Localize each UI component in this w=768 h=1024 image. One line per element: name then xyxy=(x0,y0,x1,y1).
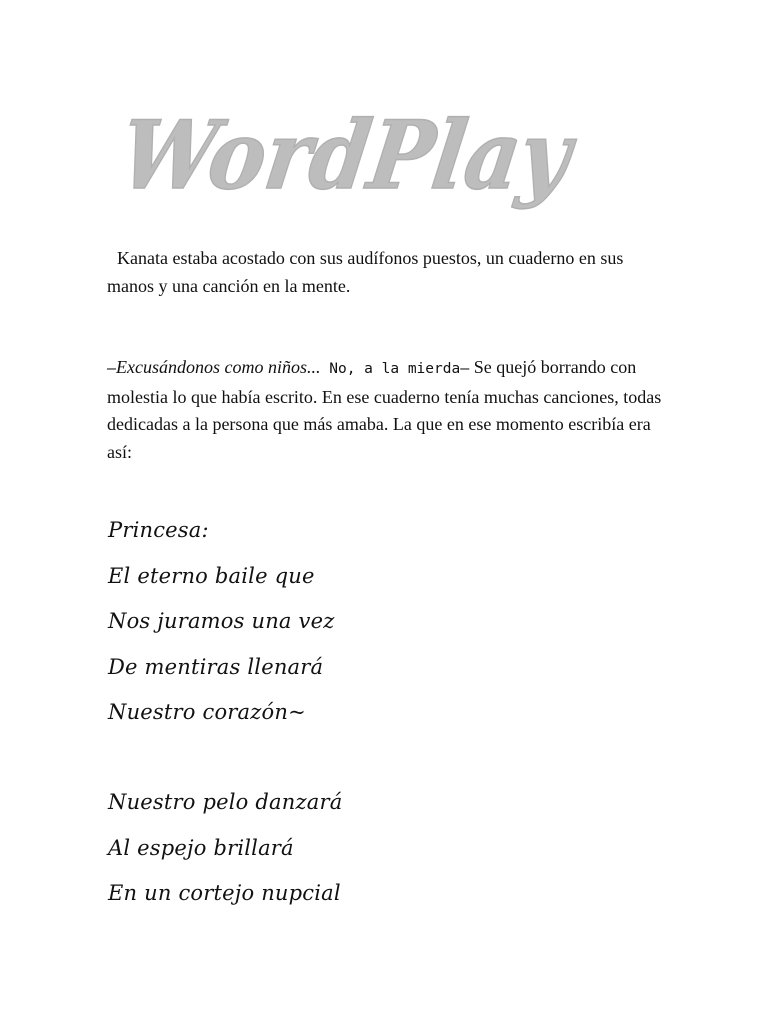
logo-title: WordPlay xyxy=(113,100,628,211)
quote-italic: Excusándonos como niños... xyxy=(116,357,321,377)
wordplay-logo xyxy=(113,96,628,211)
poem-line: Al espejo brillará xyxy=(108,836,294,860)
poem-line: Princesa: xyxy=(108,518,209,542)
quote-mono: No, a la mierda xyxy=(320,361,461,377)
poem-line: De mentiras llenará xyxy=(108,655,324,679)
quote-rest: Se quejó borrando con molestia lo que había escrito. En ese cuaderno tenía muchas canciones, todas dedicadas a la persona que más amaba. La que en ese momento escribía era así: xyxy=(107,357,662,462)
poem-line: El eterno baile que xyxy=(108,564,315,588)
dash-open: – xyxy=(107,359,117,377)
intro-paragraph xyxy=(107,245,667,300)
quote-paragraph xyxy=(107,354,667,466)
poem-line: Nos juramos una vez xyxy=(108,609,335,633)
poem-line: En un cortejo nupcial xyxy=(108,881,341,905)
dash-close: – xyxy=(460,359,470,377)
intro-text: Kanata estaba acostado con sus audífonos puestos, un cuaderno en sus manos y una canción en la mente. xyxy=(107,248,624,296)
poem-line: Nuestro corazón~ xyxy=(108,700,306,724)
poem-line: Nuestro pelo danzará xyxy=(108,790,343,814)
